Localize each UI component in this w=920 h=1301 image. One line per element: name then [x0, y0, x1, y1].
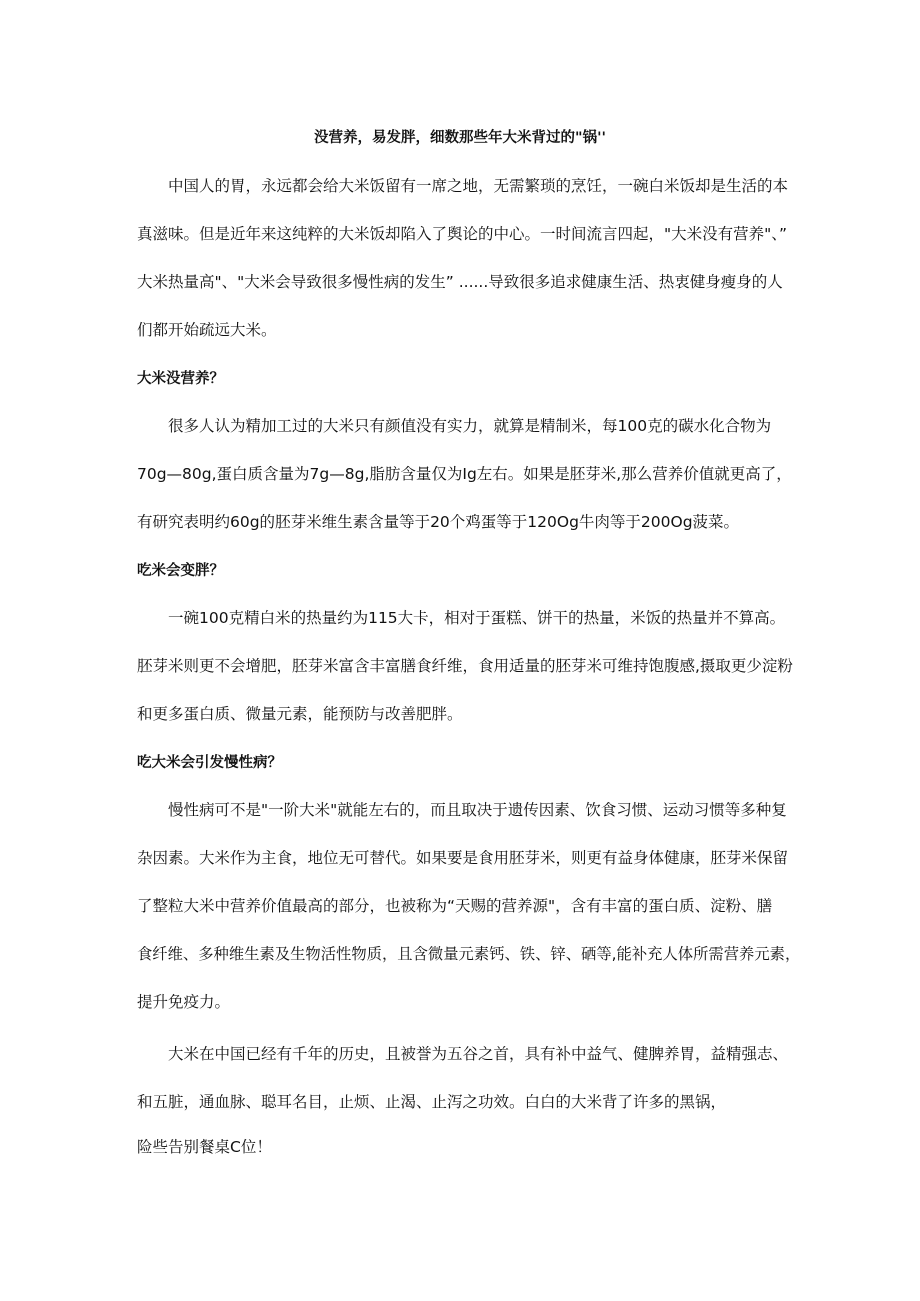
section-heading-chronic-disease: 吃大米会引发慢性病？ — [137, 755, 282, 771]
section-heading-weight: 吃米会变胖？ — [137, 563, 224, 579]
section-line: 一碗100克精白米的热量约为115大卡，相对于蛋糕、饼干的热量，米饭的热量并不算高。 — [168, 609, 786, 627]
intro-line: 真滋味。但是近年来这纯粹的大米饭却陷入了舆论的中心。一时间流言四起，"大米没有营养"、” — [137, 225, 788, 243]
section-line: 胚芽米则更不会增肥，胚芽米富含丰富膳食纤维，食用适量的胚芽米可维持饱腹感,摄取更少淀粉 — [137, 657, 793, 675]
section-line: 食纤维、多种维生素及生物活性物质，且含微量元素钙、铁、锌、硒等,能补充人体所需营养元素， — [137, 945, 801, 963]
section-line: 杂因素。大米作为主食，地位无可替代。如果要是食用胚芽米，则更有益身体健康，胚芽米保留 — [137, 849, 789, 867]
closing-line: 和五脏，通血脉、聪耳名目，止烦、止渴、止泻之功效。白白的大米背了许多的黑锅， — [137, 1093, 727, 1111]
section-line: 很多人认为精加工过的大米只有颜值没有实力，就算是精制米，每100克的碳水化合物为 — [168, 417, 772, 435]
section-line: 了整粒大米中营养价值最高的部分，也被称为“天赐的营养源"，含有丰富的蛋白质、淀粉、膳 — [137, 897, 773, 915]
section-line: 慢性病可不是"一阶大米"就能左右的，而且取决于遗传因素、饮食习惯、运动习惯等多种复 — [168, 801, 787, 819]
section-line: 提升免疫力。 — [137, 993, 231, 1011]
closing-line: 大米在中国已经有千年的历史，且被誉为五谷之首，具有补中益气、健脾养胃，益精强志、 — [168, 1045, 789, 1063]
intro-line: 中国人的胃，永远都会给大米饭留有一席之地，无需繁琐的烹饪，一碗白米饭却是生活的本 — [168, 177, 789, 195]
section-line: 有研究表明约60g的胚芽米维生素含量等于20个鸡蛋等于120Og牛肉等于200Og菠菜。 — [137, 513, 740, 531]
section-heading-nutrition: 大米没营养？ — [137, 371, 224, 387]
section-line: 和更多蛋白质、微量元素，能预防与改善肥胖。 — [137, 705, 463, 723]
intro-line: 们都开始疏远大米。 — [137, 321, 277, 339]
closing-line: 险些告别餐桌C位！ — [137, 1138, 272, 1156]
section-line: 70g—80g,蛋白质含量为7g—8g,脂肪含量仅为Ig左右。如果是胚芽米,那么营养价值就更高了， — [137, 465, 792, 483]
document-title: 没营养，易发胖，细数那些年大米背过的"锅'' — [314, 130, 606, 146]
intro-line: 大米热量高"、"大米会导致很多慢性病的发生” ......导致很多追求健康生活、热衷健身瘦身的人 — [137, 273, 783, 291]
